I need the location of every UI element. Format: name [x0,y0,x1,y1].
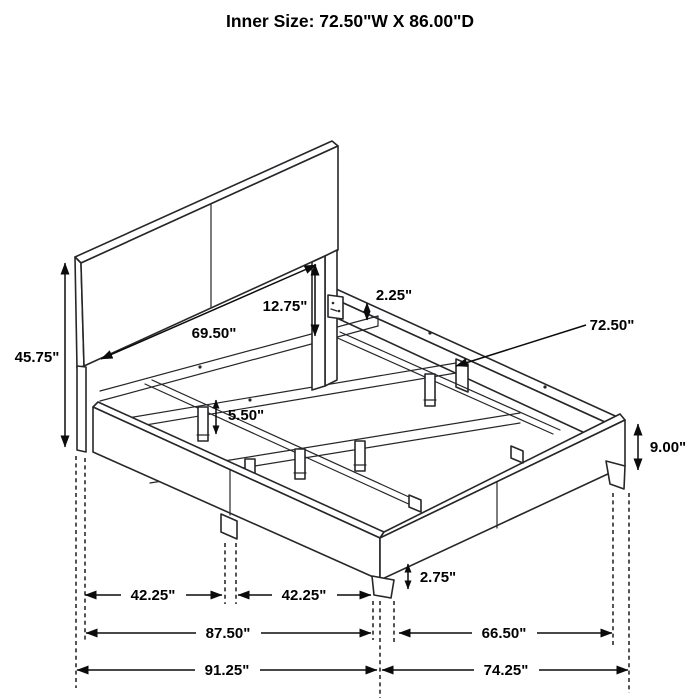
headboard-left-leg [77,366,86,452]
dim-span-front-right [238,587,371,604]
metal-slat-upper [110,359,468,431]
support-leg [294,449,306,479]
dim-label-span-front-left: 42.25" [130,587,176,604]
dim-label-head-rail-height: 2.25" [375,287,413,304]
dim-span-frame-depth [86,625,371,642]
dim-span-inner-width-floor [399,625,612,642]
dim-label-span-frame-depth: 87.50" [205,625,251,642]
dim-label-span-front-right: 42.25" [281,587,327,604]
dim-label-span-overall-width: 74.25" [483,662,529,679]
dim-label-panel-to-rail: 12.75" [262,298,308,315]
dim-label-span-inner-width-floor: 66.50" [481,625,527,642]
dim-label-headboard-width: 69.50" [191,325,237,342]
dim-label-center-leg-height: 5.50" [227,407,265,424]
dim-side-rail-height [638,424,686,470]
dim-foot-leg-height [408,564,456,589]
dim-label-headboard-height: 45.75" [14,349,60,366]
support-leg [197,407,209,441]
side-rail-center-leg [221,514,237,539]
dim-label-slat-length: 72.50" [589,317,635,334]
support-leg [354,441,366,471]
dim-center-leg-height [216,400,264,434]
dim-span-front-left [85,587,222,604]
near-side-rail [93,402,384,580]
dim-headboard-height [15,263,65,447]
page-title: Inner Size: 72.50"W X 86.00"D [225,11,475,31]
dim-span-overall-width [382,662,628,679]
rail-bracket [328,295,343,319]
far-side-rail [328,288,624,446]
right-corner-leg [606,461,625,489]
dim-label-side-rail-height: 9.00" [649,439,687,456]
foot-rail [380,414,625,580]
headboard-right-leg [312,250,343,390]
dim-label-foot-leg-height: 2.75" [419,569,457,586]
support-leg [424,374,436,406]
dim-label-span-overall-depth: 91.25" [204,662,250,679]
foot-corner-leg [372,576,394,598]
dim-span-overall-depth [77,662,377,679]
